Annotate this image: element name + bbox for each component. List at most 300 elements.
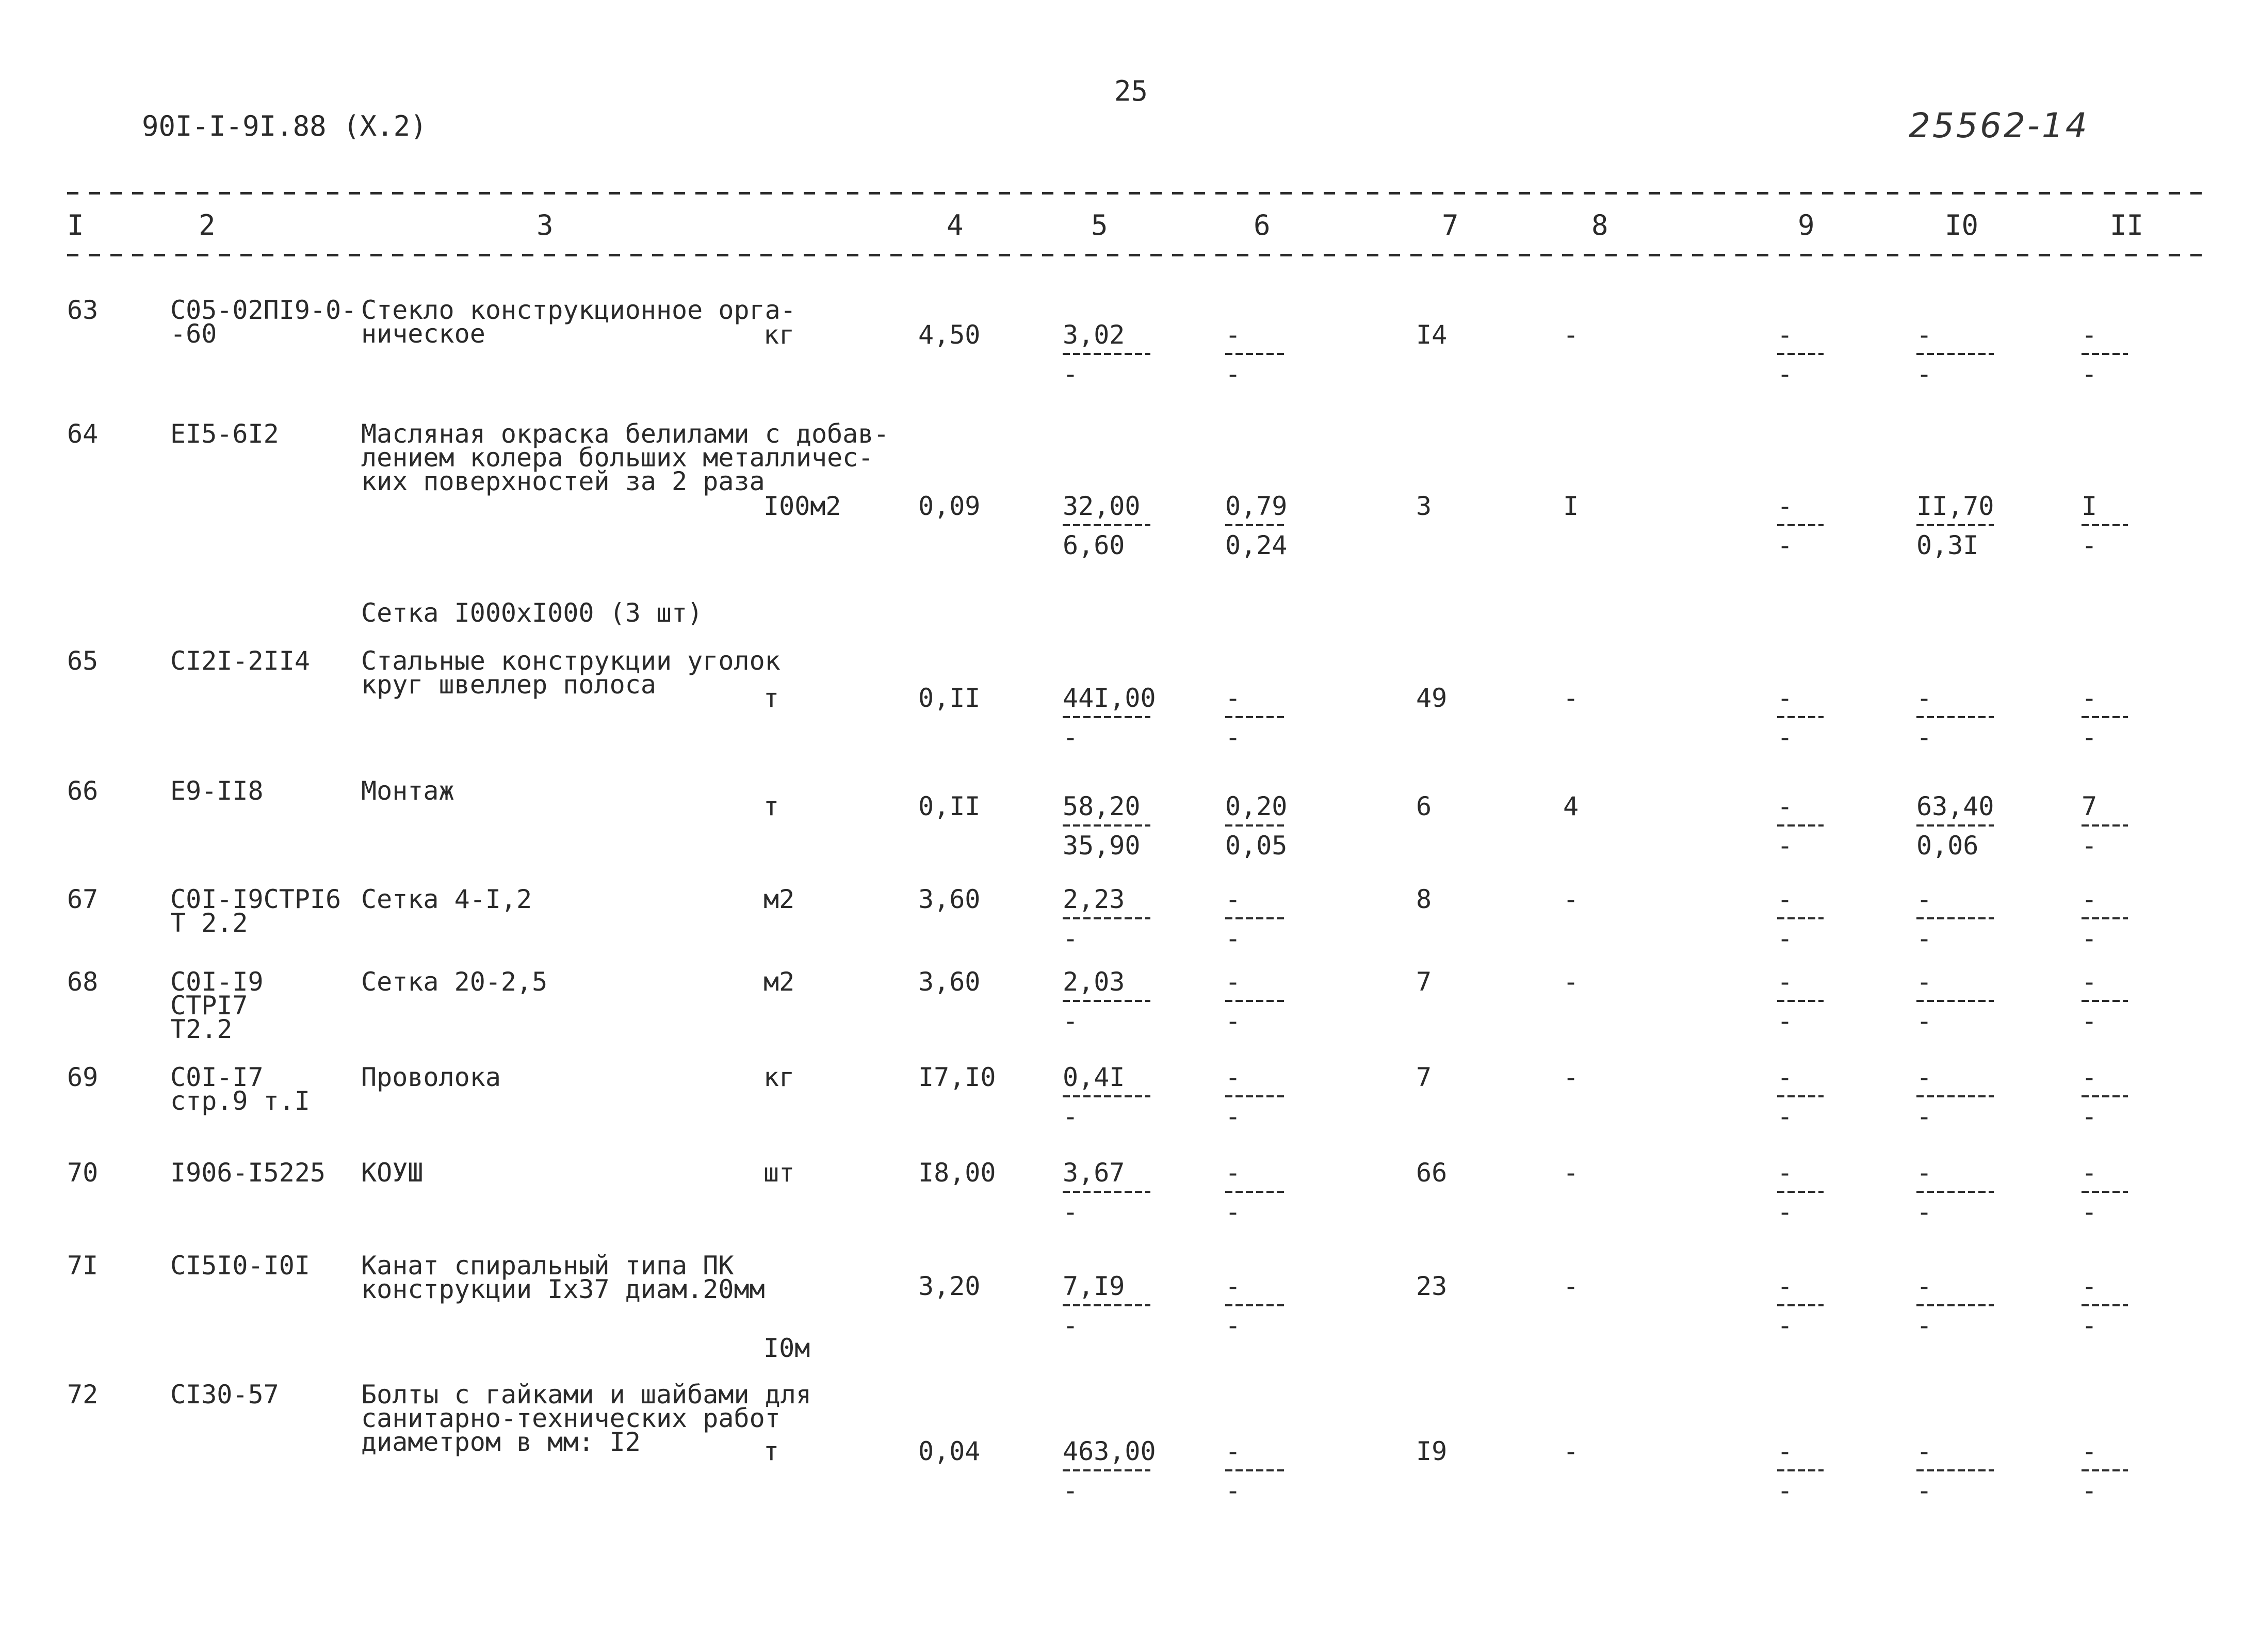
col5-value-numerator: 58,20 — [1063, 791, 1141, 821]
item-name — [361, 295, 796, 350]
col9-value-fraction-bar — [1777, 917, 1824, 919]
item-name — [361, 776, 454, 806]
col9-value-numerator: - — [1777, 491, 1793, 521]
col11-value-numerator: - — [2082, 1271, 2098, 1301]
col5-value-numerator: 3,67 — [1063, 1158, 1125, 1188]
item-name-line: Стальные конструкции уголок — [361, 646, 781, 676]
resource-code — [170, 419, 279, 449]
col8-value: - — [1563, 320, 1579, 350]
item-name — [361, 884, 532, 914]
col5-value-denominator: - — [1063, 1006, 1079, 1036]
col5-value-numerator: 44I,00 — [1063, 683, 1156, 713]
col9-value-fraction-bar — [1777, 1000, 1824, 1002]
col11-value-fraction-bar — [2082, 1304, 2128, 1306]
col9-value-denominator: - — [1777, 722, 1793, 752]
col10-value-numerator: - — [1916, 967, 1932, 997]
col8-value: - — [1563, 1158, 1579, 1188]
col7-value: 3 — [1416, 491, 1432, 521]
resource-code-line: Е9-II8 — [170, 776, 264, 806]
col11-value-fraction-bar — [2082, 716, 2128, 718]
row-number: 70 — [67, 1158, 99, 1188]
col7-value: 6 — [1416, 791, 1432, 821]
resource-code — [170, 1062, 310, 1116]
col11-value-denominator: - — [2082, 530, 2098, 560]
col5-value-denominator: - — [1063, 1476, 1079, 1505]
col10-value — [1916, 1158, 1994, 1227]
col9-value-numerator: - — [1777, 791, 1793, 821]
col5-value-numerator: 32,00 — [1063, 491, 1141, 521]
col11-value — [2082, 1436, 2128, 1505]
col6-value-denominator: - — [1225, 359, 1241, 389]
col11-value-numerator: - — [2082, 967, 2098, 997]
resource-code-line: -60 — [170, 319, 217, 349]
col9-value — [1777, 967, 1824, 1036]
col11-value — [2082, 1062, 2128, 1131]
col9-value-numerator: - — [1777, 1436, 1793, 1466]
col9-value-fraction-bar — [1777, 1095, 1824, 1097]
col6-value — [1225, 1271, 1287, 1340]
col9-value-numerator: - — [1777, 1062, 1793, 1092]
col9-value — [1777, 1271, 1824, 1340]
col10-value-numerator: - — [1916, 1271, 1932, 1301]
col9-value — [1777, 320, 1824, 389]
col10-value-fraction-bar — [1916, 824, 1994, 827]
unit: т — [763, 683, 779, 713]
column-header-9: 9 — [1798, 209, 1815, 241]
col10-value-fraction-bar — [1916, 1469, 1994, 1471]
col10-value-denominator: 0,06 — [1916, 831, 1979, 861]
col10-value-denominator: - — [1916, 1310, 1932, 1340]
resource-code-line: СI30-57 — [170, 1380, 279, 1410]
col10-value — [1916, 791, 1994, 861]
col9-value-denominator: - — [1777, 530, 1793, 560]
col6-value-numerator: 0,20 — [1225, 791, 1288, 821]
col8-value: - — [1563, 1062, 1579, 1092]
unit: кг — [763, 1062, 795, 1092]
col9-value-fraction-bar — [1777, 524, 1824, 526]
col6-value — [1225, 884, 1287, 953]
quantity: 0,II — [918, 791, 981, 821]
item-name-line: Канат спиральный типа ПК — [361, 1251, 734, 1281]
col11-value-numerator: - — [2082, 683, 2098, 713]
col11-value-numerator: I — [2082, 491, 2098, 521]
item-name-line: круг швеллер полоса — [361, 670, 656, 700]
col10-value — [1916, 1271, 1994, 1340]
col9-value-denominator: - — [1777, 1476, 1793, 1505]
column-header-7: 7 — [1442, 209, 1459, 241]
col9-value-fraction-bar — [1777, 353, 1824, 355]
col5-value-fraction-bar — [1063, 917, 1150, 919]
header-bottom-rule — [67, 254, 2208, 256]
unit: т — [763, 791, 779, 821]
col11-value-numerator: 7 — [2082, 791, 2098, 821]
item-name-line: лением колера больших металличес- — [361, 443, 874, 473]
quantity: I7,I0 — [918, 1062, 996, 1092]
col5-value-numerator: 3,02 — [1063, 320, 1125, 350]
col11-value-fraction-bar — [2082, 353, 2128, 355]
item-name-line: Сетка 20-2,5 — [361, 967, 548, 997]
col6-value-numerator: - — [1225, 1436, 1241, 1466]
col9-value — [1777, 1436, 1824, 1505]
col10-value — [1916, 1436, 1994, 1505]
col11-value-denominator: - — [2082, 359, 2098, 389]
col10-value — [1916, 491, 1994, 560]
col7-value: 7 — [1416, 967, 1432, 997]
row-number: 7I — [67, 1251, 99, 1281]
col10-value — [1916, 1062, 1994, 1131]
col6-value-denominator: - — [1225, 1310, 1241, 1340]
col11-value — [2082, 491, 2128, 560]
col10-value — [1916, 320, 1994, 389]
col11-value-fraction-bar — [2082, 824, 2128, 827]
quantity: 4,50 — [918, 320, 981, 350]
col9-value-numerator: - — [1777, 1271, 1793, 1301]
resource-code-line: стр.9 т.I — [170, 1086, 310, 1116]
col11-value — [2082, 1158, 2128, 1227]
column-header-6: 6 — [1254, 209, 1271, 241]
col6-value-fraction-bar — [1225, 716, 1287, 718]
col6-value-denominator: - — [1225, 1006, 1241, 1036]
col10-value-denominator: - — [1916, 359, 1932, 389]
col6-value-fraction-bar — [1225, 1304, 1287, 1306]
item-name-line: Проволока — [361, 1062, 501, 1092]
col6-value — [1225, 967, 1287, 1036]
col6-value — [1225, 320, 1287, 389]
col9-value-fraction-bar — [1777, 716, 1824, 718]
column-header-5: 5 — [1091, 209, 1108, 241]
col9-value-denominator: - — [1777, 831, 1793, 861]
col5-value-fraction-bar — [1063, 716, 1150, 718]
resource-code-line: С0I-I9 — [170, 967, 264, 997]
col11-value-denominator: - — [2082, 722, 2098, 752]
item-name — [361, 419, 889, 496]
col11-value-fraction-bar — [2082, 917, 2128, 919]
col10-value-numerator: - — [1916, 320, 1932, 350]
item-name-line: Стекло конструкционное орга- — [361, 295, 796, 325]
col9-value-denominator: - — [1777, 1102, 1793, 1131]
col7-value: 49 — [1416, 683, 1448, 713]
item-name-line: ническое — [361, 319, 485, 349]
col8-value: - — [1563, 1436, 1579, 1466]
item-name-line: ких поверхностей за 2 раза — [361, 466, 765, 496]
unit: м2 — [763, 884, 795, 914]
col10-value-denominator: - — [1916, 1102, 1932, 1131]
col6-value — [1225, 491, 1288, 560]
col9-value — [1777, 1158, 1824, 1227]
item-name-line: Масляная окраска белилами с добав- — [361, 419, 889, 449]
col6-value-denominator: - — [1225, 722, 1241, 752]
col5-value-denominator: - — [1063, 924, 1079, 953]
col11-value-numerator: - — [2082, 1436, 2098, 1466]
col5-value — [1063, 320, 1150, 389]
col6-value-numerator: - — [1225, 683, 1241, 713]
col6-value-numerator: - — [1225, 1271, 1241, 1301]
col9-value-fraction-bar — [1777, 1469, 1824, 1471]
col7-value: 7 — [1416, 1062, 1432, 1092]
col9-value — [1777, 491, 1824, 560]
col6-value — [1225, 791, 1288, 861]
col5-value-numerator: 2,03 — [1063, 967, 1125, 997]
item-name — [361, 1062, 501, 1092]
col11-value — [2082, 967, 2128, 1036]
col11-value-numerator: - — [2082, 1062, 2098, 1092]
item-name-line: конструкции Iх37 диам.20мм — [361, 1274, 765, 1304]
col6-value — [1225, 1158, 1287, 1227]
resource-code-line: Т2.2 — [170, 1014, 233, 1044]
col7-value: I4 — [1416, 320, 1448, 350]
resource-code — [170, 1158, 326, 1188]
row-number: 65 — [67, 646, 99, 676]
col11-value-numerator: - — [2082, 884, 2098, 914]
col6-value-numerator: - — [1225, 884, 1241, 914]
col6-value-denominator: 0,05 — [1225, 831, 1288, 861]
quantity: 0,09 — [918, 491, 981, 521]
quantity: 0,II — [918, 683, 981, 713]
col11-value-numerator: - — [2082, 1158, 2098, 1188]
col5-value-denominator: 35,90 — [1063, 831, 1141, 861]
col10-value — [1916, 683, 1994, 752]
col8-value: - — [1563, 683, 1579, 713]
col5-value — [1063, 1158, 1150, 1227]
col8-value: - — [1563, 1271, 1579, 1301]
item-name-line: Монтаж — [361, 776, 454, 806]
col6-value-fraction-bar — [1225, 1095, 1287, 1097]
col11-value-fraction-bar — [2082, 1191, 2128, 1193]
column-header-11: II — [2110, 209, 2144, 241]
col9-value-denominator: - — [1777, 1006, 1793, 1036]
col9-value-numerator: - — [1777, 884, 1793, 914]
col9-value — [1777, 1062, 1824, 1131]
col5-value — [1063, 791, 1150, 861]
col6-value-numerator: - — [1225, 1062, 1241, 1092]
col5-value-denominator: - — [1063, 1197, 1079, 1227]
col6-value-numerator: 0,79 — [1225, 491, 1288, 521]
col5-value — [1063, 491, 1150, 560]
page-number: 25 — [1114, 75, 1148, 107]
col9-value-denominator: - — [1777, 359, 1793, 389]
resource-code-line: СI5I0-I0I — [170, 1251, 310, 1281]
col10-value-fraction-bar — [1916, 353, 1994, 355]
col6-value-fraction-bar — [1225, 824, 1287, 827]
col8-value: 4 — [1563, 791, 1579, 821]
col6-value — [1225, 1436, 1287, 1505]
inventory-code: 25562-14 — [1909, 106, 2089, 145]
col10-value-numerator: 63,40 — [1916, 791, 1994, 821]
resource-code-line: С05-02ПI9-0- — [170, 295, 357, 325]
col11-value-fraction-bar — [2082, 1000, 2128, 1002]
col11-value — [2082, 1271, 2128, 1340]
col10-value-numerator: - — [1916, 1436, 1932, 1466]
col10-value-fraction-bar — [1916, 917, 1994, 919]
col11-value-numerator: - — [2082, 320, 2098, 350]
col10-value-denominator: - — [1916, 924, 1932, 953]
col9-value — [1777, 683, 1824, 752]
item-name-line: санитарно-технических работ — [361, 1403, 781, 1433]
col5-value-fraction-bar — [1063, 353, 1150, 355]
col9-value-fraction-bar — [1777, 824, 1824, 827]
col11-value-fraction-bar — [2082, 1469, 2128, 1471]
column-header-4: 4 — [947, 209, 964, 241]
col11-value-fraction-bar — [2082, 524, 2128, 526]
col6-value-denominator: - — [1225, 1476, 1241, 1505]
col10-value — [1916, 967, 1994, 1036]
col10-value-fraction-bar — [1916, 1191, 1994, 1193]
col9-value-denominator: - — [1777, 1310, 1793, 1340]
item-name-line: диаметром в мм: I2 — [361, 1427, 641, 1457]
col5-value-fraction-bar — [1063, 1000, 1150, 1002]
resource-code-line: С0I-I9СТРI6 — [170, 884, 342, 914]
section-note: Сетка I000xI000 (3 шт) — [361, 598, 703, 628]
col11-value — [2082, 683, 2128, 752]
item-name-line: Болты с гайками и шайбами для — [361, 1380, 811, 1410]
col7-value: 23 — [1416, 1271, 1448, 1301]
row-number: 67 — [67, 884, 99, 914]
resource-code — [170, 884, 342, 938]
col5-value-denominator: - — [1063, 1102, 1079, 1131]
resource-code — [170, 295, 357, 349]
col10-value-numerator: - — [1916, 683, 1932, 713]
col5-value — [1063, 967, 1150, 1036]
resource-code — [170, 1251, 310, 1281]
col11-value-fraction-bar — [2082, 1095, 2128, 1097]
col8-value: I — [1563, 491, 1579, 521]
col5-value-fraction-bar — [1063, 524, 1150, 526]
col11-value-denominator: - — [2082, 1006, 2098, 1036]
header-top-rule — [67, 192, 2208, 195]
col10-value-denominator: 0,3I — [1916, 530, 1979, 560]
col5-value-denominator: - — [1063, 359, 1079, 389]
col11-value-denominator: - — [2082, 831, 2098, 861]
col6-value-denominator: - — [1225, 924, 1241, 953]
col10-value-denominator: - — [1916, 1197, 1932, 1227]
col6-value-numerator: - — [1225, 1158, 1241, 1188]
col10-value-numerator: - — [1916, 1062, 1932, 1092]
col10-value-denominator: - — [1916, 1476, 1932, 1505]
col6-value-numerator: - — [1225, 320, 1241, 350]
col5-value-fraction-bar — [1063, 1469, 1150, 1471]
col5-value-fraction-bar — [1063, 1095, 1150, 1097]
unit: I0м — [763, 1333, 810, 1363]
resource-code-line: I906-I5225 — [170, 1158, 326, 1188]
col5-value-fraction-bar — [1063, 824, 1150, 827]
col9-value-numerator: - — [1777, 320, 1793, 350]
resource-code-line: ЕI5-6I2 — [170, 419, 279, 449]
col9-value-denominator: - — [1777, 924, 1793, 953]
quantity: 3,20 — [918, 1271, 981, 1301]
col9-value-numerator: - — [1777, 1158, 1793, 1188]
col6-value-fraction-bar — [1225, 1469, 1287, 1471]
col10-value-fraction-bar — [1916, 1304, 1994, 1306]
col10-value — [1916, 884, 1994, 953]
col6-value — [1225, 1062, 1287, 1131]
unit: т — [763, 1436, 779, 1466]
row-number: 69 — [67, 1062, 99, 1092]
col7-value: I9 — [1416, 1436, 1448, 1466]
col10-value-fraction-bar — [1916, 524, 1994, 526]
col7-value: 66 — [1416, 1158, 1448, 1188]
row-number: 64 — [67, 419, 99, 449]
col9-value — [1777, 791, 1824, 861]
col5-value-fraction-bar — [1063, 1191, 1150, 1193]
col9-value-denominator: - — [1777, 1197, 1793, 1227]
col6-value-fraction-bar — [1225, 1000, 1287, 1002]
col10-value-numerator: - — [1916, 1158, 1932, 1188]
col6-value — [1225, 683, 1287, 752]
col9-value — [1777, 884, 1824, 953]
column-header-8: 8 — [1591, 209, 1608, 241]
row-number: 66 — [67, 776, 99, 806]
col5-value-numerator: 7,I9 — [1063, 1271, 1125, 1301]
col11-value-denominator: - — [2082, 1310, 2098, 1340]
col5-value — [1063, 884, 1150, 953]
resource-code-line: Т 2.2 — [170, 908, 248, 938]
col5-value-denominator: - — [1063, 1310, 1079, 1340]
col5-value — [1063, 1062, 1150, 1131]
unit: I00м2 — [763, 491, 841, 521]
col6-value-denominator: - — [1225, 1197, 1241, 1227]
item-name-line: КОУШ — [361, 1158, 424, 1188]
document-code: 90I-I-9I.88 (X.2) — [142, 110, 427, 142]
col5-value — [1063, 683, 1156, 752]
col9-value-fraction-bar — [1777, 1304, 1824, 1306]
unit: м2 — [763, 967, 795, 997]
unit: кг — [763, 320, 795, 350]
col10-value-fraction-bar — [1916, 716, 1994, 718]
col5-value-numerator: 463,00 — [1063, 1436, 1156, 1466]
item-name-line: Сетка 4-I,2 — [361, 884, 532, 914]
quantity: 0,04 — [918, 1436, 981, 1466]
resource-code-line: СТРI7 — [170, 991, 248, 1021]
col8-value: - — [1563, 884, 1579, 914]
item-name — [361, 967, 548, 997]
item-name — [361, 1380, 811, 1457]
item-name — [361, 646, 781, 700]
col10-value-numerator: II,70 — [1916, 491, 1994, 521]
col10-value-fraction-bar — [1916, 1095, 1994, 1097]
quantity: I8,00 — [918, 1158, 996, 1188]
col6-value-fraction-bar — [1225, 353, 1287, 355]
row-number: 68 — [67, 967, 99, 997]
col5-value-fraction-bar — [1063, 1304, 1150, 1306]
col9-value-fraction-bar — [1777, 1191, 1824, 1193]
column-header-1: I — [67, 209, 84, 241]
col11-value-denominator: - — [2082, 1102, 2098, 1131]
col5-value — [1063, 1271, 1150, 1340]
col6-value-denominator: 0,24 — [1225, 530, 1288, 560]
quantity: 3,60 — [918, 884, 981, 914]
col6-value-fraction-bar — [1225, 524, 1287, 526]
col6-value-denominator: - — [1225, 1102, 1241, 1131]
col7-value: 8 — [1416, 884, 1432, 914]
col9-value-numerator: - — [1777, 967, 1793, 997]
col5-value-denominator: - — [1063, 722, 1079, 752]
col9-value-numerator: - — [1777, 683, 1793, 713]
col10-value-numerator: - — [1916, 884, 1932, 914]
col6-value-fraction-bar — [1225, 917, 1287, 919]
col5-value-denominator: 6,60 — [1063, 530, 1125, 560]
resource-code — [170, 776, 264, 806]
col10-value-fraction-bar — [1916, 1000, 1994, 1002]
item-name — [361, 1251, 765, 1304]
col11-value-denominator: - — [2082, 1476, 2098, 1505]
col6-value-fraction-bar — [1225, 1191, 1287, 1193]
resource-code — [170, 1380, 279, 1410]
col5-value — [1063, 1436, 1156, 1505]
column-header-2: 2 — [199, 209, 216, 241]
col11-value-denominator: - — [2082, 924, 2098, 953]
col5-value-numerator: 0,4I — [1063, 1062, 1125, 1092]
row-number: 63 — [67, 295, 99, 325]
